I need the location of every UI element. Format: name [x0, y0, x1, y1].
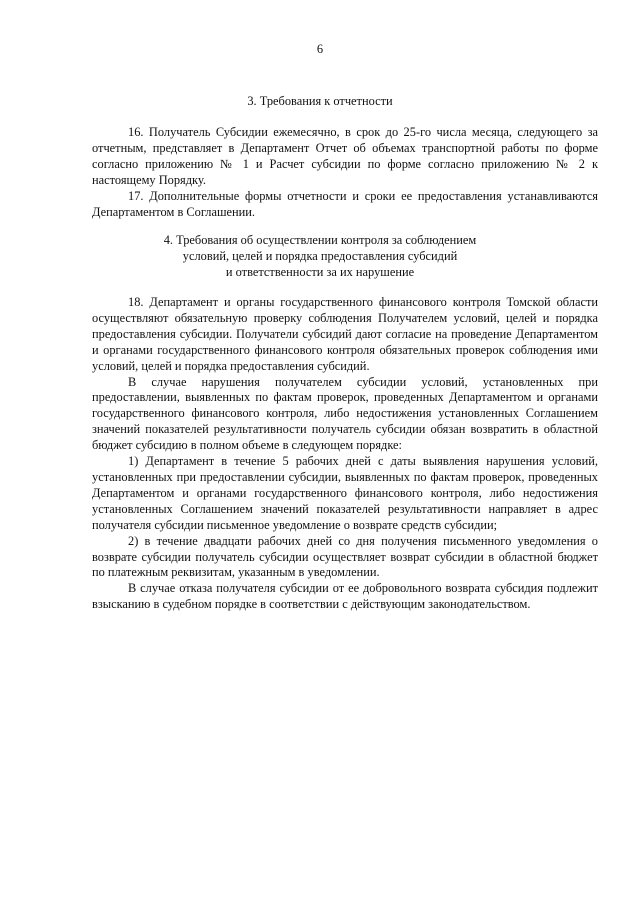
paragraph-18: 18. Департамент и органы государственного финансового контроля Томской области осуществляют обязательную проверку соблюдения Получателем условий, целей и порядка предоставления субсидии. Получатели субсидий дают согласие на проведение Департаментом и органами государственного финансового контроля обязательных проверок соблюдения ими условий, целей и порядка предоставления субсидий.: [92, 295, 598, 373]
paragraph-item-1: 1) Департамент в течение 5 рабочих дней с даты выявления нарушения условий, установленных при предоставлении субсидии, выявленных по фактам проверок, проведенных Департаментом и органами государственного финансового контроля, либо недостижения установленных Соглашением значений показателей результативности направляет в адрес получателя субсидии письменное уведомление о возврате средств субсидии;: [92, 454, 598, 532]
paragraph-violation: В случае нарушения получателем субсидии условий, установленных при предоставлении, выявленных по фактам проверок, проведенных Департаментом и органами государственного финансового контроля, либо недостижения установленных Соглашением значений показателей результативности получатель субсидии обязан возвратить в областной бюджет субсидию в полном объеме в следующем порядке:: [92, 374, 598, 453]
section-4-heading-line-2: условий, целей и порядка предоставления субсидий: [182, 248, 458, 263]
paragraph-refusal: В случае отказа получателя субсидии от ее добровольного возврата субсидия подлежит взысканию в судебном порядке в соответствии с действующим законодательством.: [92, 581, 598, 612]
paragraph-16: 16. Получатель Субсидии ежемесячно, в срок до 25-го числа месяца, следующего за отчетным, представляет в Департамент Отчет об объемах транспортной работы по форме согласно приложению № 1 и Расчет субсидии по форме согласно приложению № 2 к настоящему Порядку.: [92, 125, 598, 187]
paragraph-17: 17. Дополнительные формы отчетности и сроки ее предоставления устанавливаются Департаментом в Соглашении.: [92, 188, 598, 219]
page-number: 6: [316, 42, 324, 56]
section-4-heading-line-3: и ответственности за их нарушение: [225, 264, 415, 279]
section-4-heading: [0, 233, 640, 281]
section-3-body: [92, 125, 598, 220]
paragraph-item-2: 2) в течение двадцати рабочих дней со дня получения письменного уведомления о возврате субсидии получатель субсидии осуществляет возврат субсидии в областной бюджет по платежным реквизитам, указанным в уведомлении.: [92, 533, 598, 580]
section-3-heading: 3. Требования к отчетности: [247, 94, 393, 108]
section-4-heading-line-1: 4. Требования об осуществлении контроля за соблюдением: [163, 233, 477, 247]
section-4-body: [92, 295, 598, 613]
